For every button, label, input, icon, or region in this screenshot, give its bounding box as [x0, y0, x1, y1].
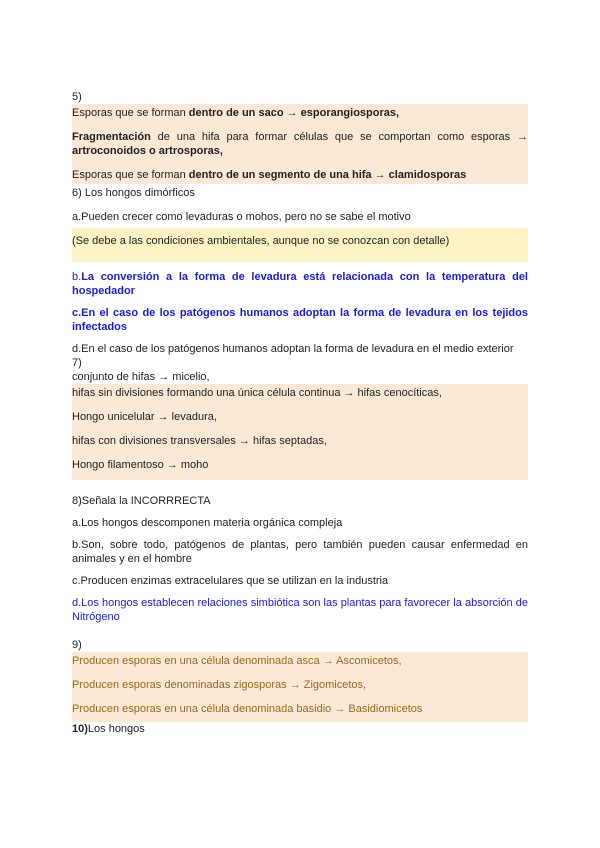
q10-title	[72, 722, 528, 736]
q5-item-2	[72, 128, 528, 160]
q9-number: 9)	[72, 639, 82, 651]
q9-item-3: Producen esporas en una célula denominada basidio → Basidiomicetos	[72, 703, 423, 715]
q5-item-1	[72, 104, 528, 122]
q6-option-a: a.Pueden crecer como levaduras o mohos, pero no se sabe el motivo	[72, 211, 411, 223]
q8-option-a: a.Los hongos descomponen materia orgánica compleja	[72, 517, 343, 529]
q8-option-d: d.Los hongos establecen relaciones simbiótica son las plantas para favorecer la absorción de Nitrógeno	[72, 597, 528, 623]
q8-option-b: b.Son, sobre todo, patógenos de plantas, pero también pueden causar enfermedad en animales y en el hombre	[72, 539, 528, 565]
q6-title: 6) Los hongos dimórficos	[72, 187, 195, 199]
q5-answers	[72, 104, 528, 184]
q5-item-2-post: de una hifa para formar células que se comportan como esporas →	[150, 131, 528, 143]
q5-item-1-pre: Esporas que se forman	[72, 107, 189, 119]
q5-item-2-bold2: artroconoidos o artrosporas,	[72, 145, 223, 157]
q6-option-c: c.En el caso de los patógenos humanos adoptan la forma de levadura en los tejidos infectados	[72, 307, 528, 333]
q7-item-1: conjunto de hifas → micelio,	[72, 371, 210, 383]
q5-item-3	[72, 166, 528, 184]
q10-text: Los hongos	[87, 723, 145, 735]
q5-item-1-bold: dentro de un saco → esporangiosporas,	[188, 107, 400, 119]
q7-number: 7)	[72, 357, 82, 369]
q7-item-2: hifas sin divisiones formando una única célula continua → hifas cenocíticas,	[72, 387, 442, 399]
q5-item-2-bold: Fragmentación	[72, 131, 151, 143]
q7-item-5: Hongo filamentoso → moho	[72, 459, 209, 471]
q9-item-2: Producen esporas denominadas zigosporas → Zigomicetos,	[72, 679, 367, 691]
q6-option-b-prefix: b.	[72, 271, 82, 283]
q6-option-d: d.En el caso de los patógenos humanos adoptan la forma de levadura en el medio exterior	[72, 343, 514, 355]
q7-answers	[72, 384, 528, 480]
document-page	[72, 90, 528, 736]
q8-option-c: c.Producen enzimas extracelulares que se utilizan en la industria	[72, 575, 389, 587]
q8-title: 8)Señala la INCORRRECTA	[72, 495, 211, 507]
q9-item-1: Producen esporas en una célula denominada asca → Ascomicetos,	[72, 655, 402, 667]
q7-item-3: Hongo unicelular → levadura,	[72, 411, 217, 423]
q6-option-b	[72, 270, 528, 298]
q5-number: 5)	[72, 91, 82, 103]
q9-answers	[72, 652, 528, 722]
q6-option-b-text: La conversión a la forma de levadura está relacionada con la temperatura del hospedador	[72, 271, 528, 297]
q5-item-3-pre: Esporas que se forman	[72, 169, 189, 181]
q7-item-4: hifas con divisiones transversales → hifas septadas,	[72, 435, 327, 447]
q10-number: 10)	[72, 723, 88, 735]
q5-item-3-bold: dentro de un segmento de una hifa → clamidosporas	[188, 169, 467, 181]
q6-note: (Se debe a las condiciones ambientales, aunque no se conozcan con detalle)	[72, 228, 528, 262]
